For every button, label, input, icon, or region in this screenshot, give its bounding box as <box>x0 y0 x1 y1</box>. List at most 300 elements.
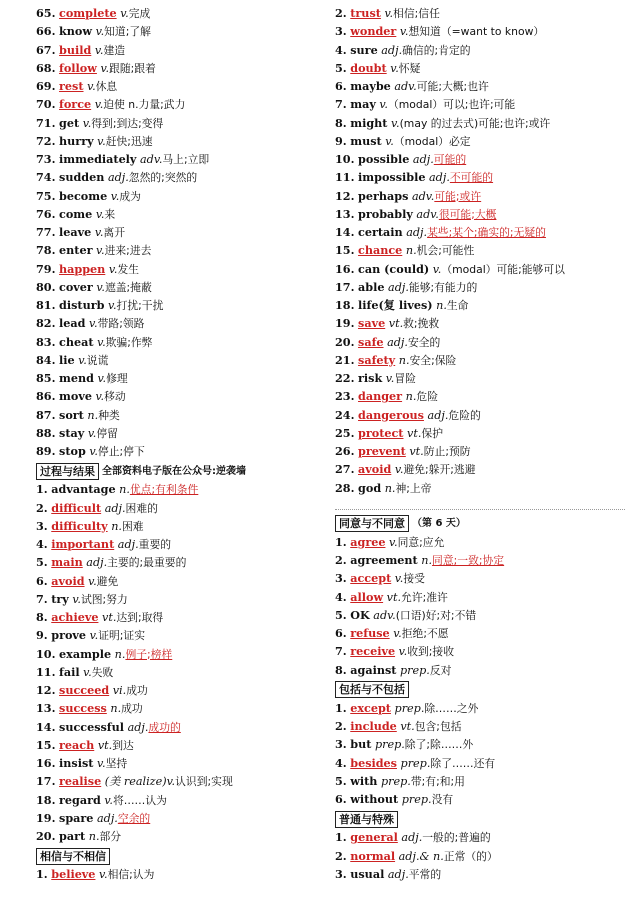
entry-word: successful <box>59 719 124 734</box>
vocab-entry <box>335 187 625 205</box>
entry-word: accept <box>350 571 392 586</box>
vocab-entry <box>335 642 625 660</box>
entry-word: prove <box>51 628 87 643</box>
entry-number: 11. <box>335 170 355 185</box>
entry-part-of-speech: adj. <box>406 226 428 239</box>
entry-number: 69. <box>36 79 56 93</box>
section-heading <box>335 809 625 828</box>
entry-meaning: 来 <box>104 207 116 221</box>
entry-number: 86. <box>36 389 56 404</box>
entry-word: protect <box>358 425 404 440</box>
section-divider <box>335 509 625 510</box>
entry-word: difficult <box>51 500 102 515</box>
entry-word: besides <box>350 755 397 770</box>
vocab-entry <box>36 150 326 168</box>
entry-part-of-speech: prep. <box>381 774 411 788</box>
entry-part-of-speech: n. <box>110 702 122 716</box>
entry-number: 9. <box>335 133 347 148</box>
vocab-entry <box>335 424 625 442</box>
entry-part-of-speech: v. <box>120 7 129 20</box>
entry-word: reach <box>59 737 95 752</box>
vocab-entry <box>36 187 326 205</box>
entry-part-of-speech: v. <box>399 25 409 39</box>
entry-number: 1. <box>36 867 48 882</box>
entry-meaning: 可能的 <box>433 153 467 166</box>
vocab-entry <box>335 351 625 369</box>
vocab-entry <box>36 827 326 845</box>
entry-part-of-speech: v. <box>89 629 99 643</box>
entry-word: against <box>350 662 397 677</box>
entry-meaning: 重要的 <box>138 538 172 551</box>
entry-word: rest <box>59 79 84 93</box>
vocab-entry <box>36 278 326 296</box>
entry-part-of-speech: n. <box>119 483 130 497</box>
entry-word: prevent <box>358 444 406 458</box>
entry-number: 80. <box>36 279 56 294</box>
entry-part-of-speech: v. <box>110 189 120 203</box>
entry-word: get <box>59 115 80 130</box>
entry-word: without <box>350 792 399 806</box>
entry-part-of-speech: v. <box>394 572 404 586</box>
vocab-entry <box>335 369 625 387</box>
right-column <box>335 4 625 883</box>
entry-meaning: 同意;一致;协定 <box>432 554 505 567</box>
entry-part-of-speech: vt. <box>409 445 424 458</box>
entry-meaning: 拒绝;不愿 <box>401 627 449 640</box>
entry-part-of-speech: vt. <box>102 611 117 624</box>
entry-part-of-speech: v. <box>389 535 398 549</box>
vocab-entry <box>36 205 326 223</box>
entry-word: safe <box>358 334 384 349</box>
entry-number: 79. <box>36 261 56 276</box>
entry-number: 70. <box>36 97 56 112</box>
entry-number: 14. <box>335 225 355 239</box>
entry-part-of-speech: v. <box>82 116 92 130</box>
vocab-entry <box>335 790 625 808</box>
entry-word: impossible <box>358 170 426 185</box>
vocab-entry <box>335 735 625 753</box>
entry-part-of-speech: prep. <box>400 756 431 770</box>
vocab-entry <box>36 791 326 809</box>
entry-meaning: 移动 <box>104 390 126 404</box>
entry-meaning: 带;有;和;用 <box>410 774 465 788</box>
entry-part-of-speech: v. <box>393 627 402 640</box>
entry-number: 7. <box>335 644 347 659</box>
entry-part-of-speech: adj.& n. <box>398 849 444 863</box>
vocab-entry <box>335 77 625 95</box>
entry-part-of-speech: v. <box>72 592 81 606</box>
vocab-entry <box>36 41 326 59</box>
entry-part-of-speech: vt. <box>386 590 402 604</box>
entry-number: 66. <box>36 24 56 39</box>
entry-meaning: 例子;榜样 <box>125 647 173 661</box>
entry-part-of-speech: v. <box>88 574 97 588</box>
entry-meaning: 发生 <box>117 262 140 276</box>
entry-word: normal <box>350 848 396 863</box>
entry-part-of-speech: vi. <box>112 684 127 697</box>
entry-number: 84. <box>36 352 56 367</box>
entry-word: enter <box>59 243 93 258</box>
entry-word: lie <box>59 352 75 367</box>
vocab-entry <box>36 572 326 590</box>
entry-part-of-speech: v. <box>379 98 388 112</box>
entry-part-of-speech: v. <box>108 262 118 276</box>
entry-word: insist <box>59 756 94 770</box>
entry-number: 3. <box>335 571 347 586</box>
entry-meaning: 达到;取得 <box>116 611 164 624</box>
entry-part-of-speech: vt. <box>400 720 415 733</box>
entry-part-of-speech: prep. <box>394 701 425 715</box>
vocab-entry <box>36 535 326 553</box>
entry-number: 3. <box>335 866 347 881</box>
entry-number: 5. <box>335 773 347 788</box>
entry-part-of-speech: v. <box>385 134 394 148</box>
entry-number: 10. <box>335 152 355 166</box>
entry-meaning: 能够;有能力的 <box>408 280 478 294</box>
entry-word: OK <box>350 607 370 622</box>
entry-word: example <box>59 646 112 661</box>
entry-number: 13. <box>36 701 56 716</box>
entry-number: 24. <box>335 407 355 422</box>
vocab-entry <box>36 296 326 314</box>
entry-word: trust <box>350 6 381 20</box>
vocab-entry <box>335 772 625 790</box>
vocab-entry <box>335 205 625 223</box>
entry-number: 1. <box>335 830 347 845</box>
entry-meaning: 成功 <box>126 684 148 697</box>
entry-meaning: 机会;可能性 <box>416 244 475 258</box>
entry-meaning: 困难的 <box>125 501 158 515</box>
entry-part-of-speech: n. <box>87 408 99 422</box>
entry-number: 77. <box>36 225 56 239</box>
entry-number: 78. <box>36 243 56 258</box>
entry-number: 16. <box>335 261 355 276</box>
vocab-entry <box>335 22 625 40</box>
entry-number: 74. <box>36 170 56 185</box>
entry-word: disturb <box>59 298 105 312</box>
entry-meaning: 停止;停下 <box>97 445 145 458</box>
entry-meaning: 坚持 <box>105 757 128 770</box>
entry-word: might <box>350 115 388 130</box>
entry-part-of-speech: v. <box>391 116 400 130</box>
entry-part-of-speech: n. <box>421 554 433 567</box>
entry-number: 28. <box>335 480 355 495</box>
entry-number: 3. <box>36 518 48 533</box>
entry-word: include <box>350 719 397 733</box>
entry-number: 5. <box>335 60 347 75</box>
entry-meaning: 安全的 <box>407 335 441 349</box>
vocab-entry <box>335 168 625 186</box>
entry-meaning: 赶快;迅速 <box>105 134 153 148</box>
entry-number: 7. <box>36 591 48 606</box>
entry-word: force <box>59 97 92 112</box>
entry-part-of-speech: v. <box>432 262 442 276</box>
vocab-entry <box>36 333 326 351</box>
entry-meaning: 一般的;普遍的 <box>422 831 491 845</box>
entry-number: 3. <box>335 737 347 752</box>
entry-number: 72. <box>36 133 56 148</box>
entry-part-of-speech: adj. <box>117 538 139 551</box>
entry-number: 7. <box>335 97 347 112</box>
entry-word: advantage <box>51 482 116 497</box>
entry-number: 19. <box>335 316 355 331</box>
vocab-entry <box>36 114 326 132</box>
entry-meaning: （modal）可以;也许;可能 <box>387 98 516 112</box>
entry-word: wonder <box>350 24 397 39</box>
entry-meaning: 怀疑 <box>398 61 421 75</box>
entry-part-of-speech: v. <box>104 793 113 807</box>
vocab-entry <box>335 551 625 569</box>
entry-part-of-speech: n. <box>111 519 122 533</box>
entry-part-of-speech: v. <box>95 25 105 39</box>
entry-part-of-speech: v. <box>97 757 106 770</box>
entry-number: 71. <box>36 115 56 130</box>
entry-meaning: 想知道（=want to know） <box>408 25 545 39</box>
section-title: 相信与不相信 <box>36 848 110 865</box>
vocab-entry <box>335 479 625 497</box>
vocab-entry <box>335 569 625 587</box>
entry-meaning: 空余的 <box>117 811 151 825</box>
entry-part-of-speech: adj. <box>381 43 403 57</box>
entry-word: move <box>59 389 92 404</box>
entry-number: 11. <box>36 664 56 679</box>
vocab-entry <box>36 168 326 186</box>
entry-word: refuse <box>350 626 390 640</box>
entry-meaning: 神;上帝 <box>395 481 432 495</box>
entry-number: 2. <box>335 848 347 863</box>
entry-number: 2. <box>335 553 347 567</box>
entry-meaning: 部分 <box>99 830 122 843</box>
entry-meaning: 迫使 n.力量;武力 <box>103 98 186 112</box>
entry-word: know <box>59 24 93 39</box>
entry-word: build <box>59 42 92 57</box>
entry-number: 8. <box>335 115 347 130</box>
entry-meaning: 避免 <box>96 574 119 588</box>
entry-word: cover <box>59 279 93 294</box>
entry-number: 6. <box>335 626 347 640</box>
entry-number: 6. <box>335 792 347 806</box>
entry-meaning: 证明;证实 <box>98 629 146 643</box>
entry-meaning: 相信;信任 <box>393 7 440 20</box>
entry-number: 75. <box>36 188 56 203</box>
entry-word: avoid <box>358 462 392 477</box>
entry-meaning: 某些;某个;确实的;无疑的 <box>427 226 546 239</box>
entry-number: 15. <box>335 243 355 258</box>
entry-number: 10. <box>36 646 56 661</box>
entry-meaning: 到达 <box>112 738 134 752</box>
vocab-entry <box>335 4 625 22</box>
entry-word: save <box>358 316 386 331</box>
entry-number: 12. <box>36 683 56 697</box>
vocab-entry <box>36 517 326 535</box>
entry-meaning: 忽然的;突然的 <box>128 171 198 185</box>
entry-word: safety <box>358 352 396 367</box>
entry-number: 82. <box>36 316 56 331</box>
vocab-entry <box>36 4 326 22</box>
entry-number: 1. <box>335 700 347 715</box>
entry-part-of-speech: adj. <box>427 408 449 422</box>
vocab-entry <box>36 718 326 736</box>
entry-word: must <box>350 133 382 148</box>
vocab-entry <box>36 314 326 332</box>
entry-meaning: 遮盖;掩蔽 <box>104 280 152 294</box>
entry-number: 4. <box>335 589 347 604</box>
entry-meaning: 防止;预防 <box>423 445 471 458</box>
section-note: 全部资料电子版在公众号:逆袭墙 <box>102 465 246 477</box>
entry-part-of-speech: v. <box>398 645 408 659</box>
vocab-entry <box>335 865 625 883</box>
vocab-entry <box>335 241 625 259</box>
entry-meaning: 将……认为 <box>112 793 167 807</box>
entry-meaning: 优点;有利条件 <box>129 483 199 497</box>
entry-word: dangerous <box>358 407 424 422</box>
entry-part-of-speech: v. <box>96 244 105 258</box>
entry-number: 3. <box>335 24 347 39</box>
entry-meaning: 救;挽救 <box>403 317 440 331</box>
entry-number: 22. <box>335 371 355 385</box>
entry-word: certain <box>358 225 403 239</box>
entry-meaning: 失败 <box>91 665 114 679</box>
entry-meaning: 说谎 <box>86 353 109 367</box>
entry-part-of-speech: v. <box>95 390 105 404</box>
entry-meaning: 安全;保险 <box>409 353 457 367</box>
entry-meaning: 没有 <box>431 793 454 806</box>
vocab-entry <box>36 590 326 608</box>
vocab-entry <box>36 553 326 571</box>
vocab-entry <box>36 754 326 772</box>
entry-number: 26. <box>335 444 355 458</box>
entry-word: cheat <box>59 334 94 349</box>
entry-part-of-speech: v. <box>385 372 395 385</box>
vocab-entry <box>36 132 326 150</box>
entry-word: agree <box>350 534 386 549</box>
entry-word: receive <box>350 644 396 659</box>
section-heading <box>36 846 326 865</box>
entry-meaning: 反对 <box>429 663 452 677</box>
entry-number: 6. <box>36 573 48 588</box>
entry-word: risk <box>358 371 383 385</box>
vocab-entry <box>335 533 625 551</box>
entry-meaning: 危险的 <box>448 408 481 422</box>
entry-part-of-speech: adj. <box>86 556 108 570</box>
entry-part-of-speech: v. <box>96 280 105 294</box>
entry-number: 4. <box>335 755 347 770</box>
entry-part-of-speech: adv. <box>140 153 163 166</box>
entry-part-of-speech: v. <box>94 226 104 239</box>
entry-number: 25. <box>335 425 355 440</box>
entry-part-of-speech: v. <box>94 43 104 57</box>
entry-part-of-speech: adj. <box>96 811 118 825</box>
entry-meaning: 停留 <box>96 426 118 440</box>
entry-meaning: 除了;除……外 <box>404 738 474 752</box>
entry-meaning: 修理 <box>106 372 128 385</box>
entry-word: stay <box>59 425 85 440</box>
vocab-entry <box>335 847 625 865</box>
entry-word: complete <box>59 6 117 20</box>
entry-number: 18. <box>36 792 56 807</box>
entry-meaning: 确信的;肯定的 <box>402 43 471 57</box>
entry-part-of-speech: adj. <box>387 335 408 349</box>
entry-number: 5. <box>335 607 347 622</box>
vocab-entry <box>36 95 326 113</box>
entry-word: mend <box>59 371 94 385</box>
entry-part-of-speech: prep. <box>399 663 430 677</box>
entry-number: 88. <box>36 425 56 440</box>
entry-part-of-speech: v. <box>394 463 404 477</box>
entry-number: 8. <box>335 662 347 677</box>
vocab-entry <box>36 736 326 754</box>
entry-part-of-speech: n. <box>398 353 410 367</box>
entry-meaning: 欺骗;作弊 <box>105 335 153 349</box>
entry-part-of-speech: v. <box>87 80 96 93</box>
entry-part-of-speech: adj. <box>107 171 129 185</box>
entry-meaning: 正常（的） <box>443 849 498 863</box>
vocab-entry <box>335 114 625 132</box>
entry-meaning: 同意;应允 <box>397 535 445 549</box>
entry-word: able <box>358 279 385 294</box>
entry-number: 76. <box>36 206 56 221</box>
vocab-entry <box>36 809 326 827</box>
entry-number: 15. <box>36 737 56 752</box>
entry-part-of-speech: v. <box>100 61 110 75</box>
entry-number: 65. <box>36 6 56 20</box>
entry-word: life(复 lives) <box>358 298 433 312</box>
entry-number: 23. <box>335 389 355 404</box>
entry-meaning: 生命 <box>446 299 469 312</box>
vocab-entry <box>335 754 625 772</box>
vocab-entry <box>36 442 326 460</box>
entry-meaning: 不可能的 <box>449 171 494 185</box>
entry-part-of-speech: v. <box>390 61 399 75</box>
entry-word: achieve <box>51 610 99 624</box>
entry-meaning: 收到;接收 <box>407 645 455 659</box>
entry-meaning: 可能;大概;也许 <box>416 80 489 93</box>
vocab-entry <box>36 865 326 883</box>
entry-meaning: 成功 <box>121 702 143 716</box>
entry-meaning: 马上;立即 <box>162 153 210 166</box>
entry-word: general <box>350 830 398 845</box>
left-column <box>36 4 326 884</box>
entry-meaning: 允许;准许 <box>401 590 448 604</box>
vocab-entry <box>335 661 625 679</box>
vocab-entry <box>36 77 326 95</box>
entry-meaning: 知道;了解 <box>104 25 151 39</box>
entry-word: part <box>59 829 86 843</box>
entry-word: important <box>51 537 115 551</box>
entry-word: allow <box>350 589 384 604</box>
entry-meaning: 完成 <box>128 7 151 20</box>
entry-number: 67. <box>36 42 56 57</box>
entry-word: can (could) <box>358 261 430 276</box>
vocab-entry <box>335 296 625 314</box>
entry-number: 1. <box>335 534 347 549</box>
entry-word: chance <box>358 243 403 258</box>
entry-part-of-speech: v. <box>89 445 98 458</box>
entry-part-of-speech: adj. <box>401 831 423 845</box>
vocab-entry <box>36 424 326 442</box>
entry-word: with <box>350 773 378 788</box>
entry-number: 12. <box>335 188 355 203</box>
entry-word: agreement <box>350 553 418 567</box>
entry-meaning: 危险 <box>416 390 438 404</box>
entry-number: 87. <box>36 407 56 422</box>
entry-word: success <box>59 701 107 716</box>
entry-word: lead <box>59 316 86 331</box>
entry-part-of-speech: adj. <box>388 280 409 294</box>
section-heading <box>335 514 625 533</box>
vocab-entry <box>335 717 625 735</box>
entry-meaning: 跟随;跟着 <box>109 61 156 75</box>
